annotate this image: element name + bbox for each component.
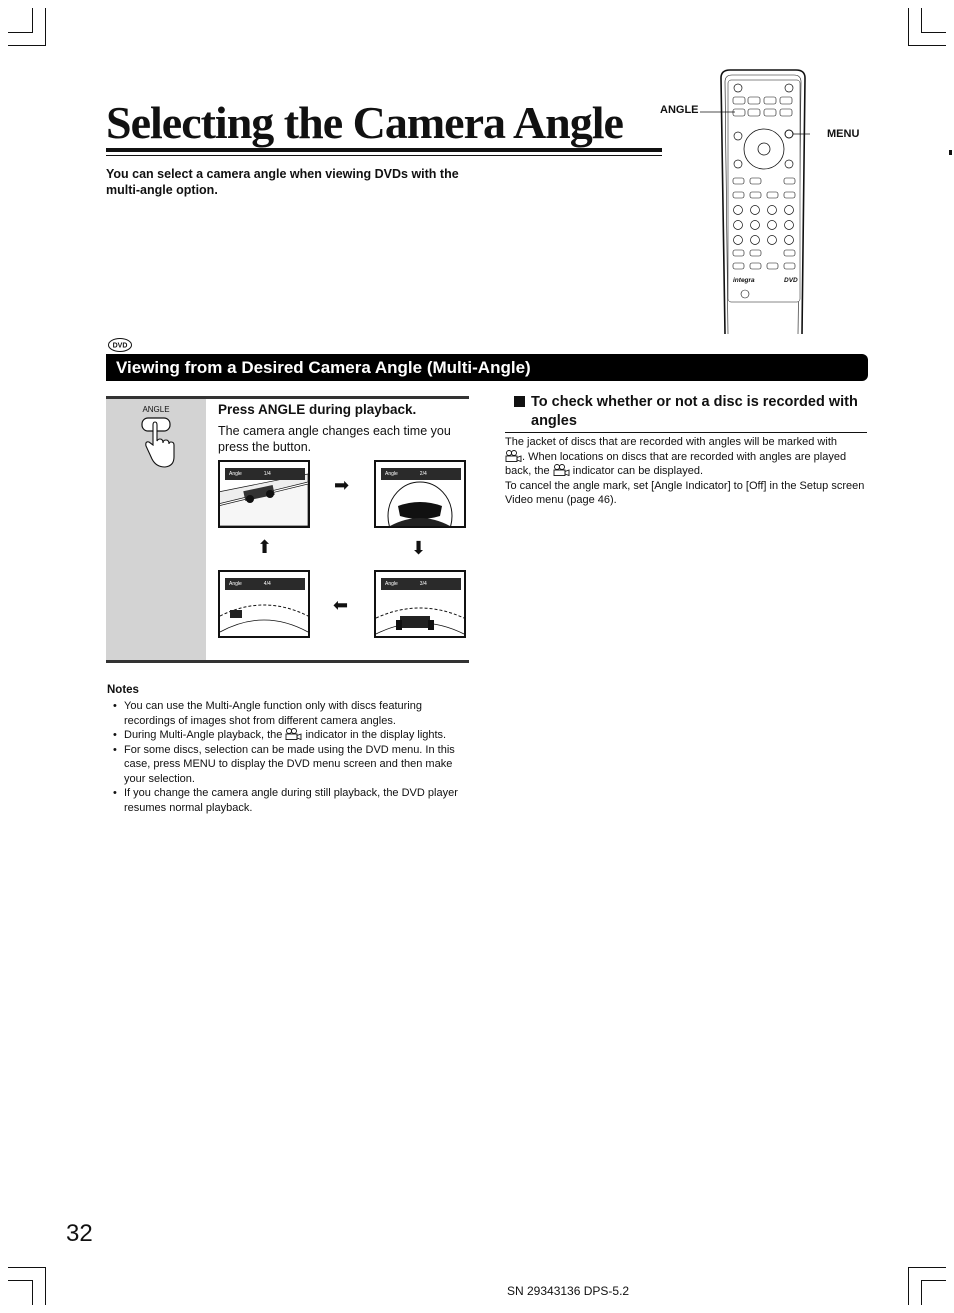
osd-label: Angle [385, 471, 398, 477]
check-text-3: indicator can be displayed. [572, 465, 704, 477]
crop-mark [921, 32, 946, 33]
note-text: You can use the Multi-Angle function only with discs featuring recordings of images shot from different camera angles. [124, 700, 422, 727]
note-text: If you change the camera angle during still playback, the DVD player resumes normal playback. [124, 787, 458, 814]
camera-angle-icon [505, 450, 522, 462]
page-number: 32 [66, 1220, 93, 1247]
note-text: indicator in the display lights. [305, 729, 447, 741]
angle-screen-4 [218, 570, 310, 638]
notes-heading: Notes [107, 684, 139, 696]
note-item [107, 728, 472, 743]
angle-screen-3 [374, 570, 466, 638]
notes-list [107, 699, 472, 815]
dvd-badge [108, 338, 132, 352]
intro-text: You can select a camera angle when viewing DVDs with the multi-angle option. [106, 167, 459, 197]
crop-mark [8, 1267, 46, 1268]
arrow-right-icon: ➡ [334, 475, 350, 495]
footer-code: SN 29343136 DPS-5.2 [507, 1284, 630, 1298]
crop-mark [921, 1280, 946, 1281]
osd-value: 4/4 [263, 581, 271, 587]
osd-label: Angle [385, 581, 398, 587]
angle-osd [225, 468, 305, 480]
crop-mark [8, 32, 33, 33]
remote-format-logo: DVD [784, 277, 798, 284]
note-text: For some discs, selection can be made using the DVD menu. In this case, press MENU to display the DVD menu screen and then make your selection. [124, 743, 455, 785]
crop-mark [908, 1267, 909, 1305]
crop-mark [908, 8, 909, 46]
arrow-left-icon: ⬅ [333, 595, 349, 615]
check-heading [514, 393, 864, 431]
osd-value: 2/4 [419, 471, 427, 477]
angle-osd [225, 578, 305, 590]
remote-control-illustration [700, 68, 810, 334]
crop-mark [8, 45, 46, 46]
angle-screen-1 [218, 460, 310, 528]
arrow-down-icon: ⬇ [411, 538, 427, 558]
note-item [107, 786, 472, 815]
step-title: Press ANGLE during playback. [218, 402, 417, 417]
check-rule [505, 432, 867, 433]
osd-label: Angle [229, 471, 242, 477]
angle-callout-label: ANGLE [660, 104, 699, 116]
dvd-badge-label: DVD [112, 342, 128, 350]
title-rule-thin [106, 155, 662, 156]
crop-mark [921, 1280, 922, 1305]
camera-angle-icon [285, 728, 302, 740]
check-text-2: . When locations on discs that are recorded with angles are played back, the [505, 450, 847, 477]
page-title: Selecting the Camera Angle [106, 97, 623, 148]
arrow-up-icon: ⬆ [257, 537, 273, 557]
check-text-4: To cancel the angle mark, set [Angle Indicator] to [Off] in the Setup screen Video menu (page 46). [505, 479, 865, 506]
menu-callout-label: MENU [827, 128, 860, 140]
check-text-1: The jacket of discs that are recorded with angles will be marked with [505, 436, 837, 448]
check-body [505, 435, 869, 508]
crop-mark [32, 8, 33, 33]
note-item [107, 743, 472, 787]
crop-mark [32, 1280, 33, 1305]
check-heading-text: To check whether or not a disc is recorded with angles [531, 394, 858, 429]
angle-button-label: ANGLE [142, 405, 170, 414]
section-heading: Viewing from a Desired Camera Angle (Multi-Angle) [106, 354, 868, 381]
note-item [107, 699, 472, 728]
crop-mark [921, 8, 922, 33]
crop-mark [908, 45, 946, 46]
osd-value: 1/4 [263, 471, 271, 477]
osd-value: 3/4 [419, 581, 427, 587]
osd-label: Angle [229, 581, 242, 587]
crop-mark [8, 1280, 33, 1281]
crop-mark [45, 8, 46, 46]
angle-screen-2 [374, 460, 466, 528]
angle-osd [381, 578, 461, 590]
crop-mark [45, 1267, 46, 1305]
remote-brand-logo: integra [733, 277, 755, 284]
registration-mark [949, 150, 952, 155]
step-bottom-rule [106, 660, 469, 663]
camera-angle-icon [553, 464, 570, 476]
angle-osd [381, 468, 461, 480]
crop-mark [908, 1267, 946, 1268]
hand-pressing-button-icon [139, 415, 179, 469]
step-description: The camera angle changes each time you press the button. [218, 424, 451, 454]
title-rule [106, 148, 662, 152]
note-text: During Multi-Angle playback, the [124, 729, 283, 741]
